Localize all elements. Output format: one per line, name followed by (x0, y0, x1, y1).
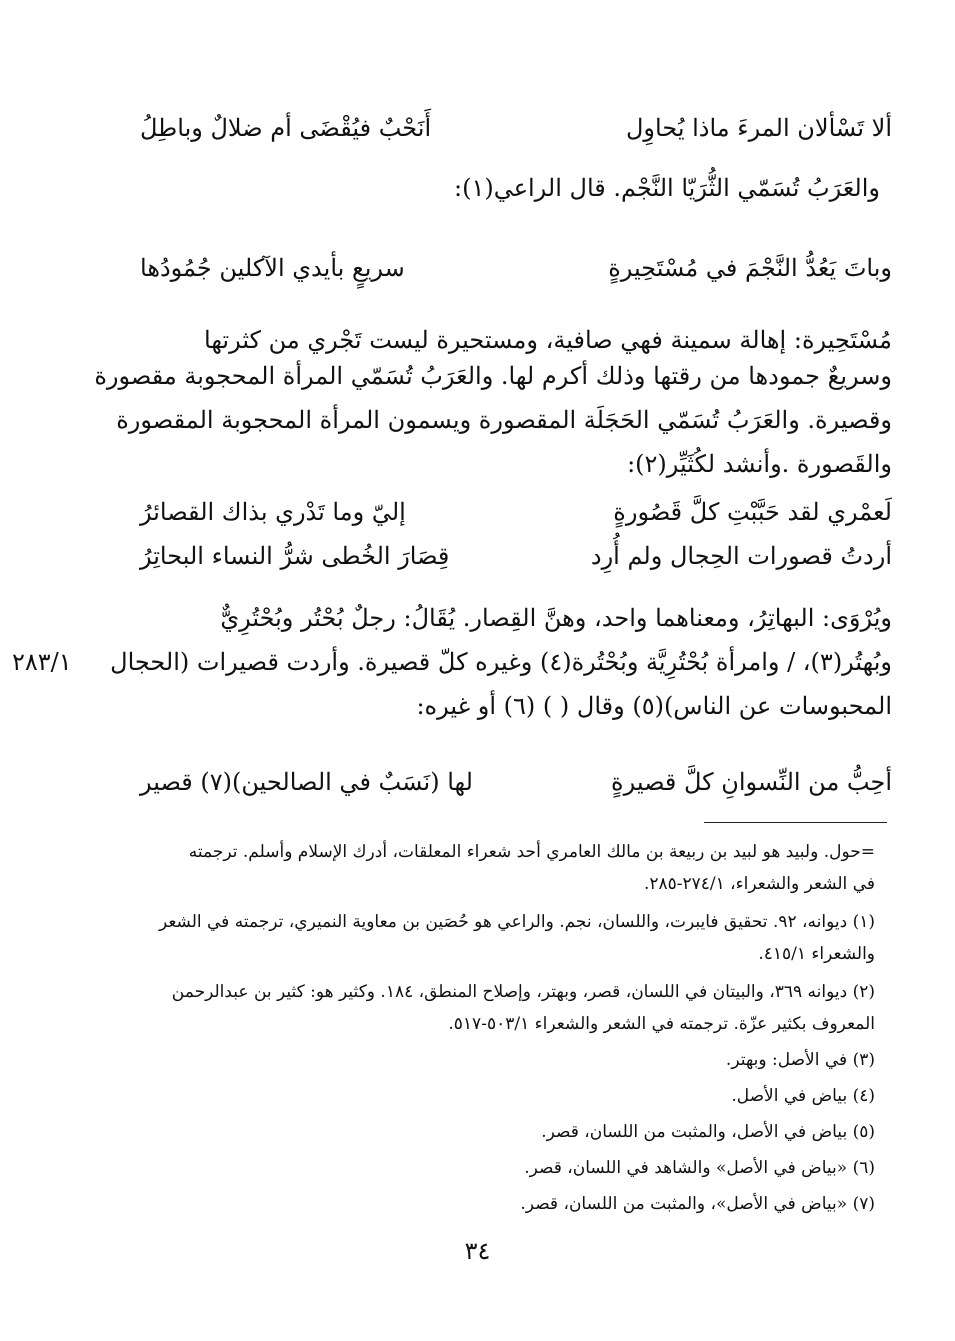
margin-page-reference: ٢٨٣/١ (12, 648, 72, 676)
verse-2-first-hemistich: وباتَ يَعُدُّ النَّجْمَ في مُسْتَحِيرةٍ (608, 254, 892, 282)
paragraph-1-line: والقَصورة .وأنشد لكُثَيِّر(٢): (627, 450, 892, 478)
body-line-1: والعَرَبُ تُسَمّي الثُّرَيّا النَّجْم. قال الراعي(١): (453, 174, 880, 202)
verse-1-second-hemistich: أَنَحْبٌ فيُقْضَى أم ضلالٌ وباطِلُ (140, 114, 432, 142)
verse-1-first-hemistich: ألا تَسْألان المرءَ ماذا يُحاوِل (625, 114, 892, 142)
footnote-line: (٥) بياض في الأصل، والمثبت من اللسان، قصر. (541, 1122, 875, 1142)
verse-5-second-hemistich: لها (نَسَبٌ في الصالحين)(٧) قصير (140, 768, 473, 796)
verse-5-first-hemistich: أحِبُّ من النِّسوانِ كلَّ قصيرةٍ (611, 768, 892, 796)
footnote-separator (704, 822, 887, 823)
paragraph-2-line: وبُهتُر(٣)، / وامرأة بُحْتُرِيَّة وبُحْتُرة(٤) وغيره كلّ قصيرة. وأردت قصيرات (الحجال (110, 648, 892, 676)
paragraph-2-line: المحبوسات عن الناس)(٥) وقال ( ) (٦) أو غيره: (416, 692, 892, 720)
footnote-line: (٢) ديوانه ٣٦٩، والبيتان في اللسان، قصر، وبهتر، وإصلاح المنطق، ١٨٤. وكثير هو: كثير بن عبدالرحمن (171, 982, 875, 1002)
footnote-line: المعروف بكثير عزّة. ترجمته في الشعر والشعراء ٥٠٣/١-٥١٧. (448, 1014, 875, 1034)
footnote-line: (١) ديوانه، ٩٢. تحقيق فايبرت، واللسان، نجم. والراعي هو حُصَين بن معاوية النميري، ترجمته في الشعر (158, 912, 875, 932)
footnote-line: في الشعر والشعراء، ٢٧٤/١-٢٨٥. (643, 874, 875, 894)
footnote-line: =حول. ولبيد هو لبيد بن ربيعة بن مالك العامري أحد شعراء المعلقات، أدرك الإسلام وأسلم. ترجمته (188, 842, 875, 862)
paragraph-1-line: وسريعٌ جمودها من رقتها وذلك أكرم لها. والعَرَبُ تُسَمّي المرأة المحجوبة مقصورة (94, 362, 892, 390)
paragraph-1-line: مُسْتَحِيرة: إهالة سمينة فهي صافية، ومستحيرة ليست تَجْري من كثرتها (204, 326, 892, 354)
paragraph-2-line: ويُرْوَى: البهاتِرُ، ومعناهما واحد، وهنَّ القِصار. يُقَالُ: رجلٌ بُحْتُر وبُحْتُرِيٌّ (220, 604, 892, 632)
footnote-line: (٦) «بياض في الأصل» والشاهد في اللسان، قصر. (524, 1158, 875, 1178)
verse-2-second-hemistich: سريعٍ بأيدي الآكلين جُمُودُها (140, 254, 405, 282)
footnote-line: (٤) بياض في الأصل. (731, 1086, 875, 1106)
verse-3-first-hemistich: لَعمْري لقد حَبَّبْتِ كلَّ قَصُورةٍ (613, 498, 892, 526)
verse-4-first-hemistich: أردتُ قصورات الحِجال ولم أُرِد (590, 542, 892, 570)
verse-3-second-hemistich: إليّ وما تَدْري بذاك القصائرُ (140, 498, 406, 526)
footnote-line: (٧) «بياض في الأصل»، والمثبت من اللسان، قصر. (520, 1194, 875, 1214)
page-number: ٣٤ (464, 1237, 491, 1265)
footnote-line: والشعراء ٤١٥/١. (758, 944, 875, 964)
footnote-line: (٣) في الأصل: وبهتر. (725, 1050, 875, 1070)
verse-4-second-hemistich: قِصَارَ الخُطى شرُّ النساء البحاتِرُ (140, 542, 450, 570)
paragraph-1-line: وقصيرة. والعَرَبُ تُسَمّي الحَجَلَة المقصورة ويسمون المرأة المحجوبة المقصورة (116, 406, 892, 434)
